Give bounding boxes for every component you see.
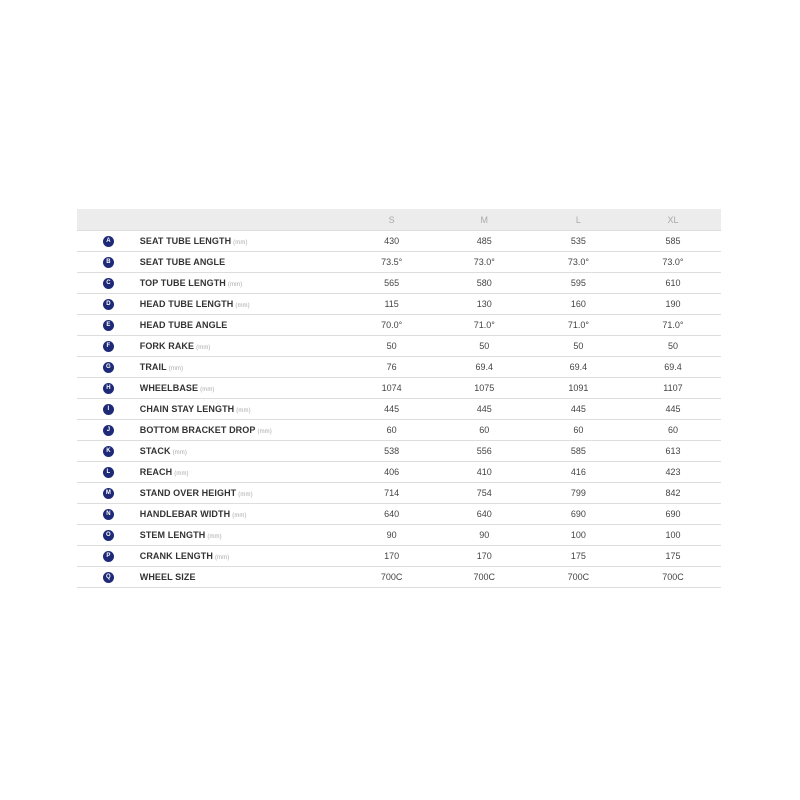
measurement-unit: (mm) [200, 387, 215, 393]
measurement-label-cell [140, 446, 347, 456]
value-cell-s: 714 [384, 488, 400, 498]
table-row [77, 294, 721, 315]
measurement-letter-badge: J [103, 425, 114, 436]
measurement-label: BOTTOM BRACKET DROP [139, 425, 256, 435]
row-badge-cell [77, 488, 140, 499]
table-row [77, 462, 721, 483]
measurement-label: WHEEL SIZE [139, 572, 196, 582]
value-cell-s: 640 [384, 509, 400, 519]
measurement-label: CHAIN STAY LENGTH [139, 404, 235, 414]
value-cell-l: 69.4 [569, 362, 588, 372]
value-cell-xl: 610 [665, 278, 681, 288]
measurement-unit: (mm) [236, 408, 251, 414]
value-cell-m: 60 [479, 425, 490, 435]
measurement-label-cell [140, 362, 347, 372]
measurement-label-cell [140, 278, 347, 288]
measurement-letter-badge: A [103, 236, 114, 247]
value-cell-s: 406 [384, 467, 400, 477]
value-cell-s: 70.0° [381, 320, 403, 330]
value-cell-s: 700C [380, 572, 403, 582]
table-row [77, 420, 721, 441]
measurement-unit: (mm) [227, 282, 243, 288]
measurement-letter-badge: O [103, 530, 114, 541]
value-cell-s: 76 [386, 362, 397, 372]
value-cell-xl: 50 [667, 341, 678, 351]
value-cell-xl: 445 [665, 404, 681, 414]
measurement-label-cell [140, 404, 347, 414]
row-badge-cell [77, 404, 140, 415]
value-cell-m: 1075 [474, 383, 495, 393]
table-row [77, 525, 721, 546]
value-cell-xl: 60 [667, 425, 678, 435]
measurement-unit: (mm) [235, 303, 250, 309]
value-cell-m: 130 [476, 299, 492, 309]
table-row [77, 357, 721, 378]
measurement-unit: (mm) [196, 345, 211, 351]
size-header-s: S [388, 214, 395, 225]
value-cell-m: 73.0° [473, 257, 495, 267]
value-cell-xl: 423 [665, 467, 681, 477]
value-cell-s: 1074 [381, 383, 402, 393]
value-cell-xl: 585 [665, 236, 681, 246]
measurement-letter-badge: M [103, 488, 114, 499]
measurement-label-cell [140, 299, 347, 309]
measurement-letter-badge: E [103, 320, 114, 331]
measurement-label: SEAT TUBE LENGTH [139, 236, 232, 246]
value-cell-m: 90 [479, 530, 490, 540]
value-cell-xl: 700C [662, 572, 684, 582]
value-cell-l: 60 [573, 425, 584, 435]
measurement-label: STAND OVER HEIGHT [139, 488, 237, 498]
table-row [77, 378, 721, 399]
measurement-label: SEAT TUBE ANGLE [139, 257, 226, 267]
value-cell-s: 90 [386, 530, 397, 540]
value-cell-l: 71.0° [567, 320, 589, 330]
measurement-label: HANDLEBAR WIDTH [139, 509, 231, 519]
row-badge-cell [77, 257, 140, 268]
value-cell-xl: 613 [665, 446, 681, 456]
row-badge-cell [77, 425, 140, 436]
measurement-unit: (mm) [238, 492, 253, 498]
measurement-unit: (mm) [232, 513, 247, 519]
row-badge-cell [77, 362, 140, 373]
value-cell-m: 170 [476, 551, 492, 561]
measurement-letter-badge: K [103, 446, 114, 457]
row-badge-cell [77, 572, 140, 583]
value-cell-m: 640 [476, 509, 492, 519]
measurement-label: STACK [139, 446, 171, 456]
value-cell-l: 445 [570, 404, 586, 414]
measurement-unit: (mm) [174, 471, 189, 477]
value-cell-l: 73.0° [567, 257, 589, 267]
measurement-letter-badge: H [103, 383, 114, 394]
value-cell-l: 700C [567, 572, 590, 582]
measurement-unit: (mm) [233, 240, 248, 246]
value-cell-s: 115 [384, 299, 399, 309]
value-cell-s: 565 [384, 278, 400, 288]
measurement-label-cell [140, 257, 347, 267]
size-header-m: M [480, 214, 489, 225]
row-badge-cell [77, 278, 140, 289]
measurement-label: CRANK LENGTH [139, 551, 213, 561]
measurement-label-cell [140, 383, 347, 393]
table-row [77, 231, 721, 252]
value-cell-m: 445 [476, 404, 492, 414]
measurement-unit: (mm) [207, 534, 222, 540]
table-row [77, 315, 721, 336]
row-badge-cell [77, 320, 140, 331]
value-cell-m: 69.4 [475, 362, 494, 372]
measurement-label-cell [140, 320, 347, 330]
value-cell-xl: 690 [665, 509, 681, 519]
measurement-label: TRAIL [139, 362, 167, 372]
row-badge-cell [77, 299, 140, 310]
measurement-label-cell [140, 467, 347, 477]
value-cell-l: 175 [570, 551, 586, 561]
value-cell-l: 690 [570, 509, 586, 519]
measurement-label: REACH [139, 467, 173, 477]
measurement-letter-badge: D [103, 299, 114, 310]
value-cell-xl: 842 [665, 488, 681, 498]
measurement-label-cell [140, 488, 347, 498]
value-cell-m: 71.0° [473, 320, 495, 330]
row-badge-cell [77, 383, 140, 394]
value-cell-l: 585 [570, 446, 586, 456]
measurement-label: WHEELBASE [139, 383, 199, 393]
value-cell-l: 50 [573, 341, 584, 351]
measurement-label-cell [140, 572, 347, 582]
size-header-xl: XL [667, 214, 679, 225]
value-cell-xl: 100 [665, 530, 681, 540]
value-cell-xl: 71.0° [662, 320, 684, 330]
measurement-letter-badge: B [103, 257, 114, 268]
value-cell-m: 556 [476, 446, 492, 456]
value-cell-l: 799 [570, 488, 586, 498]
value-cell-s: 538 [384, 446, 400, 456]
measurement-unit: (mm) [214, 555, 230, 561]
table-header-row [77, 209, 721, 231]
value-cell-l: 100 [570, 530, 586, 540]
size-header-l: L [575, 214, 581, 225]
measurement-label-cell [140, 341, 347, 351]
row-badge-cell [77, 236, 140, 247]
value-cell-m: 700C [473, 572, 496, 582]
measurement-letter-badge: G [103, 362, 114, 373]
measurement-label: TOP TUBE LENGTH [139, 278, 226, 288]
table-row [77, 252, 721, 273]
measurement-label-cell [140, 425, 347, 435]
measurement-label-cell [140, 236, 347, 246]
row-badge-cell [77, 530, 140, 541]
value-cell-s: 60 [386, 425, 397, 435]
value-cell-m: 485 [476, 236, 492, 246]
geometry-table [77, 209, 721, 588]
table-row [77, 483, 721, 504]
value-cell-l: 535 [570, 236, 586, 246]
measurement-label: FORK RAKE [139, 341, 195, 351]
measurement-unit: (mm) [172, 450, 187, 456]
table-row [77, 567, 721, 588]
value-cell-m: 754 [476, 488, 492, 498]
value-cell-xl: 69.4 [664, 362, 682, 372]
value-cell-s: 170 [384, 551, 400, 561]
measurement-label: HEAD TUBE ANGLE [139, 320, 228, 330]
measurement-label: STEM LENGTH [139, 530, 206, 540]
value-cell-l: 416 [570, 467, 586, 477]
row-badge-cell [77, 551, 140, 562]
measurement-unit: (mm) [257, 429, 272, 435]
table-row [77, 504, 721, 525]
row-badge-cell [77, 509, 140, 520]
measurement-label-cell [140, 551, 347, 561]
table-row [77, 546, 721, 567]
measurement-label-cell [140, 509, 347, 519]
value-cell-m: 580 [476, 278, 492, 288]
value-cell-xl: 175 [665, 551, 681, 561]
table-row [77, 399, 721, 420]
row-badge-cell [77, 467, 140, 478]
table-row [77, 273, 721, 294]
row-badge-cell [77, 341, 140, 352]
measurement-letter-badge: Q [103, 572, 114, 583]
measurement-unit: (mm) [168, 366, 184, 372]
value-cell-m: 50 [479, 341, 490, 351]
value-cell-l: 595 [570, 278, 586, 288]
measurement-letter-badge: C [103, 278, 114, 289]
measurement-letter-badge: I [103, 404, 114, 415]
value-cell-m: 410 [476, 467, 492, 477]
value-cell-xl: 1107 [663, 383, 683, 393]
value-cell-s: 430 [384, 236, 400, 246]
row-badge-cell [77, 446, 140, 457]
value-cell-l: 1091 [568, 383, 589, 393]
value-cell-s: 73.5° [381, 257, 403, 267]
value-cell-s: 50 [386, 341, 397, 351]
table-row [77, 441, 721, 462]
value-cell-xl: 190 [665, 299, 681, 309]
measurement-letter-badge: N [103, 509, 114, 520]
measurement-letter-badge: F [103, 341, 114, 352]
value-cell-s: 445 [384, 404, 400, 414]
value-cell-xl: 73.0° [662, 257, 684, 267]
table-body [77, 231, 721, 588]
measurement-letter-badge: P [103, 551, 114, 562]
value-cell-l: 160 [570, 299, 586, 309]
measurement-label-cell [140, 530, 347, 540]
measurement-letter-badge: L [103, 467, 114, 478]
measurement-label: HEAD TUBE LENGTH [139, 299, 234, 309]
table-row [77, 336, 721, 357]
